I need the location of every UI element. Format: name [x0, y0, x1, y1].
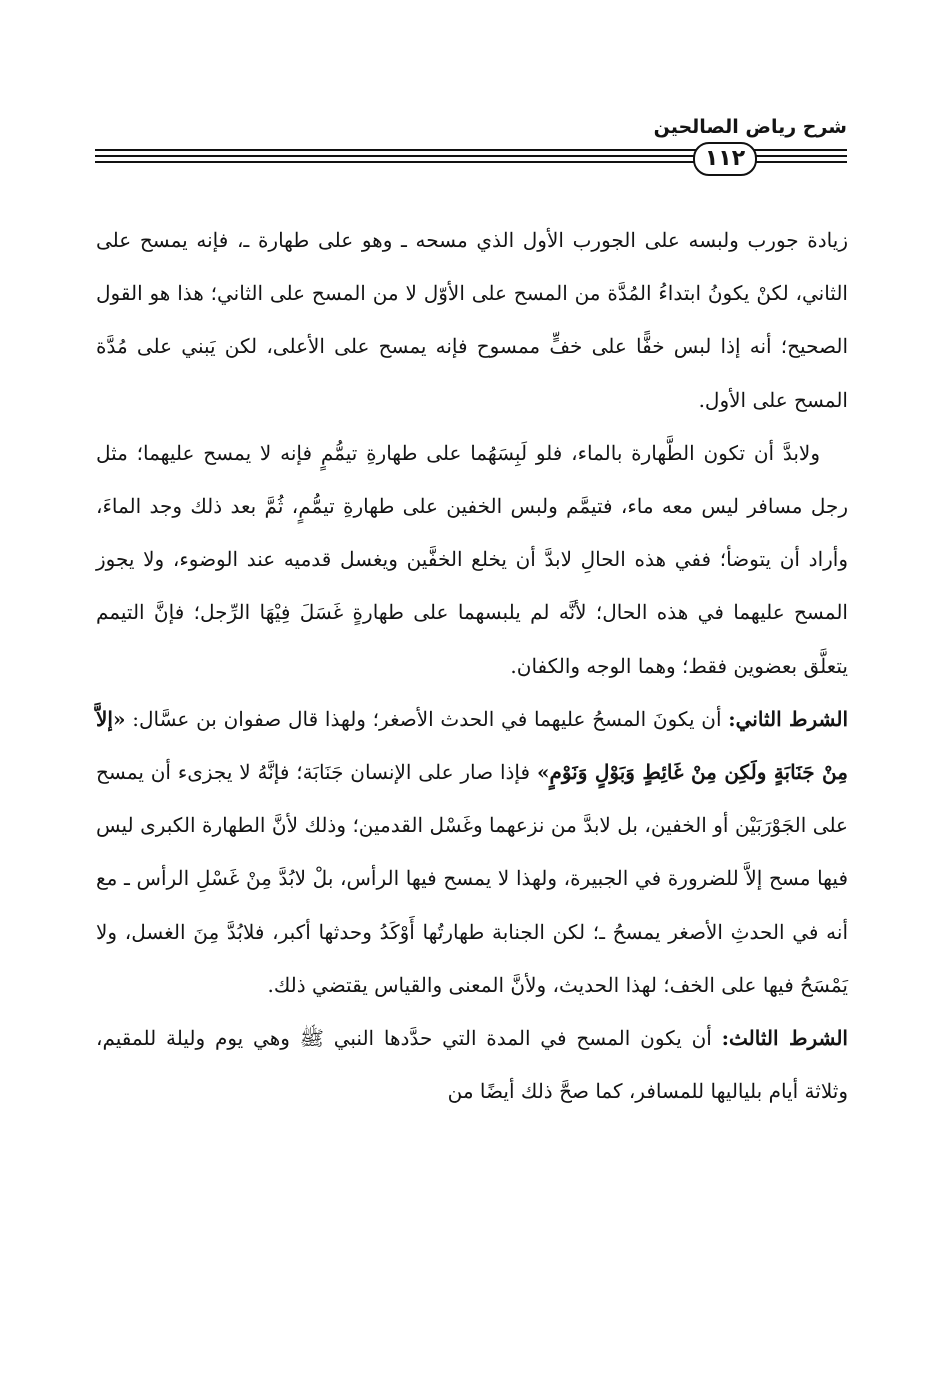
third-condition-text: أن يكون المسح في المدة التي حدَّدها النبي ﷺ وهي يوم وليلة للمقيم، وثلاثة أيام بلياليها للمسافر، كما صحَّ ذلك أيضًا من [96, 1026, 848, 1104]
second-condition-text-part-2: فإذا صار على الإنسان جَنَابَة؛ فإنَّهُ لا يجزىء أن يمسح على الجَوْرَبَيْن أو الخفين، بل لابدَّ من نزعهما وغَسْل القدمين؛ وذلك لأنَّ الطهارة الكبرى ليس فيها مسح إلاَّ للضرورة في الجبيرة، ولهذا لا يمسح فيها الرأس، بلْ لابُدَّ مِنْ غَسْلِ الرأس ـ مع أنه في الحدثِ الأصغر يمسحُ ـ؛ لكن الجنابة طهارتُها أَوْكَدُ وحدثها أكبر، فلابُدَّ مِنَ الغسل، ولا يَمْسَحُ فيها على الخف؛ لهذا الحديث، ولأنَّ المعنى والقياس يقتضي ذلك. [96, 760, 848, 997]
second-condition-heading: الشرط الثاني: [728, 706, 848, 731]
paragraph-water-condition: ولابدَّ أن تكون الطَّهارة بالماء، فلو لَبِسَهُما على طهارةِ تيمُّمٍ فإنه لا يمسح عليهما؛ مثل رجل مسافر ليس معه ماء، فتيمَّم ولبس الخفين على طهارةِ تيمُّمٍ، ثُمَّ بعد ذلك وجد الماءَ، وأراد أن يتوضأ؛ ففي هذه الحالِ لابدَّ أن يخلع الخفَّين ويغسل قدميه عند الوضوء، ولا يجوز المسح عليهما في هذه الحال؛ لأنَّه لم يلبسهما على طهارةٍ غَسَلَ فِيْهَا الرِّجل؛ فإنَّ التيمم يتعلَّق بعضوين فقط؛ وهما الوجه والكفان. [96, 440, 848, 678]
third-condition-heading: الشرط الثالث: [721, 1026, 848, 1051]
book-title: شرح رياض الصالحين [653, 116, 847, 138]
paragraph-third-condition [96, 1012, 848, 1118]
page-body [96, 214, 848, 1118]
second-condition-text-part-1: أن يكونَ المسحُ عليهما في الحدث الأصغر؛ ولهذا قال صفوان بن عسَّال: [132, 706, 722, 731]
page-number: ١١٢ [693, 142, 757, 176]
paragraph-continuation: زيادة جورب ولبسه على الجورب الأول الذي مسحه ـ وهو على طهارة ـ، فإنه يمسح على الثاني، لكنْ يكونُ ابتداءُ المُدَّة من المسح على الأوّل لا من المسح على الثاني؛ هذا هو القول الصحيح؛ أنه إذا لبس خفًّا على خفٍّ ممسوح فإنه يمسح على الأعلى، لكن يَبني على مُدَّة المسح على الأول. [96, 228, 848, 412]
hadith-quote: «إلاَّ مِنْ جَنَابَةٍ ولَكِن مِنْ غَائِطٍ وَبَوْلٍ وَنَوْمٍ» [96, 706, 848, 785]
paragraph-second-condition [96, 693, 848, 1012]
running-header [95, 112, 847, 174]
